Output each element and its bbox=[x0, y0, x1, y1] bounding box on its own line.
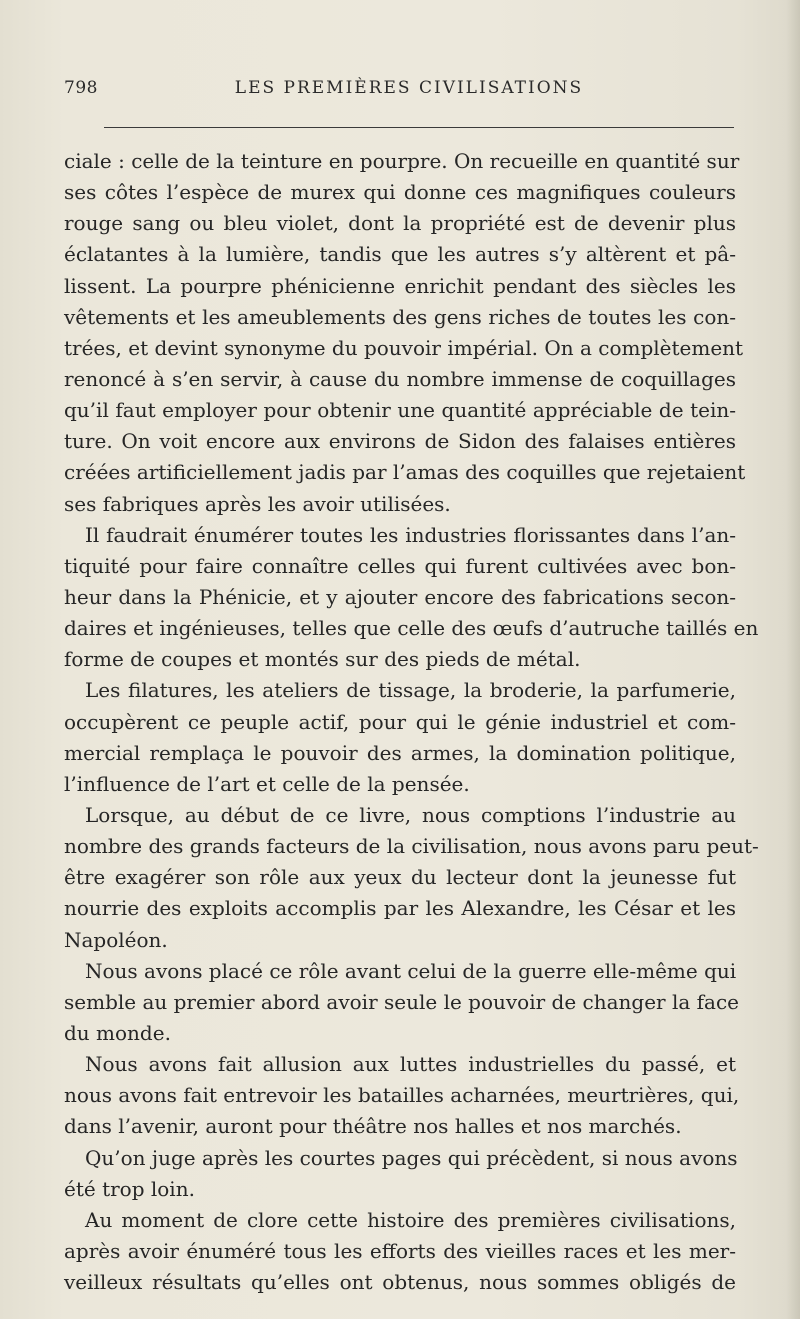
text-line: renoncé à s’en servir, à cause du nombre immense de coquillages bbox=[64, 366, 736, 391]
text-line: Au moment de clore cette histoire des premières civilisations, bbox=[85, 1207, 736, 1232]
text-line: Napoléon. bbox=[64, 927, 168, 952]
text-line: lissent. La pourpre phénicienne enrichit pendant des siècles les bbox=[64, 273, 736, 298]
text-line: l’influence de l’art et celle de la pensée. bbox=[64, 771, 470, 796]
text-line: nombre des grands facteurs de la civilisation, nous avons paru peut- bbox=[64, 834, 759, 859]
text-line: mercial remplaça le pouvoir des armes, la domination politique, bbox=[64, 740, 736, 765]
text-line: rouge sang ou bleu violet, dont la propriété est de devenir plus bbox=[64, 211, 736, 236]
text-line: semble au premier abord avoir seule le pouvoir de changer la face bbox=[64, 989, 740, 1014]
running-title: LES PREMIÈRES CIVILISATIONS bbox=[234, 78, 584, 98]
text-line: vêtements et les ameublements des gens riches de toutes les con- bbox=[64, 304, 736, 329]
text-line: nourrie des exploits accomplis par les Alexandre, les César et les bbox=[64, 896, 736, 921]
page-number: 798 bbox=[64, 78, 98, 98]
text-line: après avoir énuméré tous les efforts des vieilles races et les mer- bbox=[64, 1238, 736, 1263]
text-line: Lorsque, au début de ce livre, nous comptions l’industrie au bbox=[85, 802, 736, 827]
text-line: ses côtes l’espèce de murex qui donne ces magnifiques couleurs bbox=[64, 180, 736, 205]
text-line: ture. On voit encore aux environs de Sidon des falaises entières bbox=[64, 429, 736, 454]
text-line: qu’il faut employer pour obtenir une quantité appréciable de tein- bbox=[64, 398, 736, 423]
body-text bbox=[64, 146, 759, 1298]
text-line: nous avons fait entrevoir les batailles acharnées, meurtrières, qui, bbox=[64, 1083, 740, 1108]
text-line: Nous avons fait allusion aux luttes industrielles du passé, et bbox=[85, 1052, 736, 1077]
text-line: Les filatures, les ateliers de tissage, la broderie, la parfumerie, bbox=[85, 678, 736, 703]
header-rule bbox=[104, 127, 734, 128]
text-line: éclatantes à la lumière, tandis que les autres s’y altèrent et pâ- bbox=[64, 242, 736, 267]
text-line: ses fabriques après les avoir utilisées. bbox=[64, 491, 451, 516]
text-line: Qu’on juge après les courtes pages qui précèdent, si nous avons bbox=[85, 1145, 738, 1170]
text-line: heur dans la Phénicie, et y ajouter encore des fabrications secon- bbox=[64, 584, 736, 609]
text-line: tiquité pour faire connaître celles qui furent cultivées avec bon- bbox=[64, 553, 736, 578]
text-line: ciale : celle de la teinture en pourpre. On recueille en quantité sur bbox=[64, 149, 740, 173]
text-line: créées artificiellement jadis par l’amas des coquilles que rejetaient bbox=[64, 460, 746, 485]
text-line: être exagérer son rôle aux yeux du lecteur dont la jeunesse fut bbox=[64, 865, 736, 890]
text-line: trées, et devint synonyme du pouvoir impérial. On a complètement bbox=[64, 335, 744, 360]
text-line: Il faudrait énumérer toutes les industries florissantes dans l’an- bbox=[85, 522, 736, 547]
text-line: Nous avons placé ce rôle avant celui de la guerre elle-même qui bbox=[85, 958, 737, 983]
text-line: été trop loin. bbox=[64, 1176, 195, 1201]
page-header bbox=[64, 78, 734, 106]
text-line: daires et ingénieuses, telles que celle des œufs d’autruche taillés en bbox=[64, 616, 759, 641]
page-edge-shadow bbox=[786, 0, 800, 1319]
text-line: forme de coupes et montés sur des pieds de métal. bbox=[64, 647, 581, 672]
text-line: veilleux résultats qu’elles ont obtenus, nous sommes obligés de bbox=[64, 1270, 736, 1295]
text-line: occupèrent ce peuple actif, pour qui le génie industriel et com- bbox=[64, 709, 736, 734]
text-line: du monde. bbox=[64, 1020, 171, 1045]
text-line: dans l’avenir, auront pour théâtre nos halles et nos marchés. bbox=[64, 1114, 682, 1139]
